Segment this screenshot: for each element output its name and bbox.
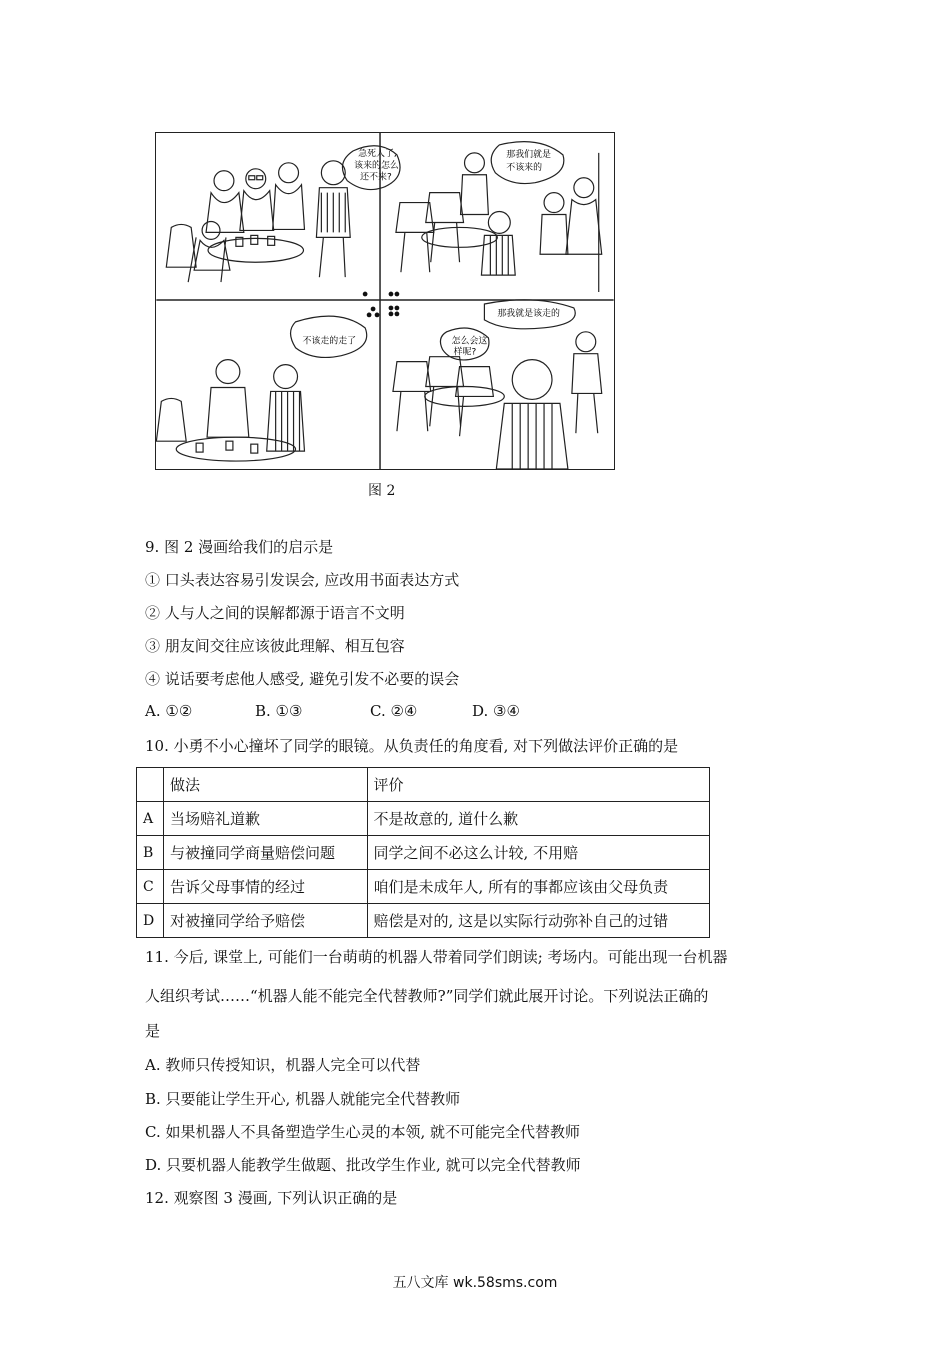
table-cell-label: A [137, 802, 164, 836]
panel-2-bubble-line-1: 那我们就是 [506, 149, 551, 160]
figure-caption: 图 2 [368, 483, 396, 499]
q11-option-a: A. 教师只传授知识，机器人完全可以代替 [145, 1056, 421, 1074]
q11-option-b: B. 只要能让学生开心, 机器人就能完全代替教师 [145, 1090, 461, 1108]
q11-option-d: D. 只要机器人能教学生做题、批改学生作业, 就可以完全代替教师 [145, 1156, 581, 1174]
table-cell-label: B [137, 836, 164, 870]
panel-4-bubble-left-line-1: 怎么会这 [451, 336, 488, 347]
q10-evaluation-table [136, 767, 710, 938]
q10-stem: 10. 小勇不小心撞坏了同学的眼镜。从负责任的角度看, 对下列做法评价正确的是 [145, 737, 679, 755]
q9-option-a: A. ①② [145, 702, 193, 720]
comic-illustration [156, 133, 614, 469]
comic-figure [155, 132, 615, 470]
q9-option-d: D. ③④ [472, 702, 520, 720]
table-row [137, 836, 710, 870]
q12-stem: 12. 观察图 3 漫画, 下列认识正确的是 [145, 1189, 398, 1207]
panel-4-bubble-right-line-1: 那我就是该走的 [497, 308, 560, 319]
panel-3-bubble-line-1: 不该走的走了 [302, 336, 357, 347]
q11-stem-line-1: 11. 今后, 课堂上, 可能们一台萌萌的机器人带着同学们朗读; 考场内。可能出现一台机器 [145, 948, 728, 966]
table-cell-practice: 告诉父母事情的经过 [163, 870, 367, 904]
table-row [137, 870, 710, 904]
panel-marker-dots [363, 292, 400, 318]
table-cell-evaluation: 咱们是未成年人, 所有的事都应该由父母负责 [367, 870, 709, 904]
q9-item-1: ① 口头表达容易引发误会, 应改用书面表达方式 [145, 571, 460, 589]
table-row [137, 802, 710, 836]
table-header-cell [137, 768, 164, 802]
table-cell-practice: 当场赔礼道歉 [163, 802, 367, 836]
q11-option-c: C. 如果机器人不具备塑造学生心灵的本领, 就不可能完全代替教师 [145, 1123, 581, 1141]
panel-2-bubble-line-2: 不该来的 [506, 162, 543, 173]
page-footer: 五八文库 wk.58sms.com [392, 1275, 558, 1291]
table-header-cell: 评价 [367, 768, 709, 802]
panel-1-bubble-line-1: 急死人了, [358, 148, 397, 159]
q9-option-b: B. ①③ [255, 702, 303, 720]
q9-item-3: ③ 朋友间交往应该彼此理解、相互包容 [145, 637, 405, 655]
table-cell-practice: 对被撞同学给予赔偿 [163, 904, 367, 938]
table-cell-evaluation: 同学之间不必这么计较, 不用赔 [367, 836, 709, 870]
panel-4-bubble-left-line-2: 样呢? [453, 347, 477, 358]
q9-stem: 9. 图 2 漫画给我们的启示是 [145, 538, 334, 556]
panel-4 [393, 300, 602, 469]
q9-item-2: ② 人与人之间的误解都源于语言不文明 [145, 604, 405, 622]
q9-option-c: C. ②④ [370, 702, 418, 720]
q11-stem-line-3: 是 [145, 1022, 161, 1040]
panel-1-bubble-line-3: 还不来? [360, 172, 392, 183]
q9-item-4: ④ 说话要考虑他人感受, 避免引发不必要的误会 [145, 670, 460, 688]
table-header-row [137, 768, 710, 802]
panel-1-bubble-line-2: 该来的怎么 [354, 160, 399, 171]
table-cell-label: C [137, 870, 164, 904]
table-cell-evaluation: 不是故意的, 道什么歉 [367, 802, 709, 836]
table-cell-evaluation: 赔偿是对的, 这是以实际行动弥补自己的过错 [367, 904, 709, 938]
q11-stem-line-2: 人组织考试……“机器人能不能完全代替教师?”同学们就此展开讨论。下列说法正确的 [145, 987, 709, 1005]
table-cell-practice: 与被撞同学商量赔偿问题 [163, 836, 367, 870]
panel-2 [396, 142, 602, 292]
table-cell-label: D [137, 904, 164, 938]
table-header-cell: 做法 [163, 768, 367, 802]
table-row [137, 904, 710, 938]
